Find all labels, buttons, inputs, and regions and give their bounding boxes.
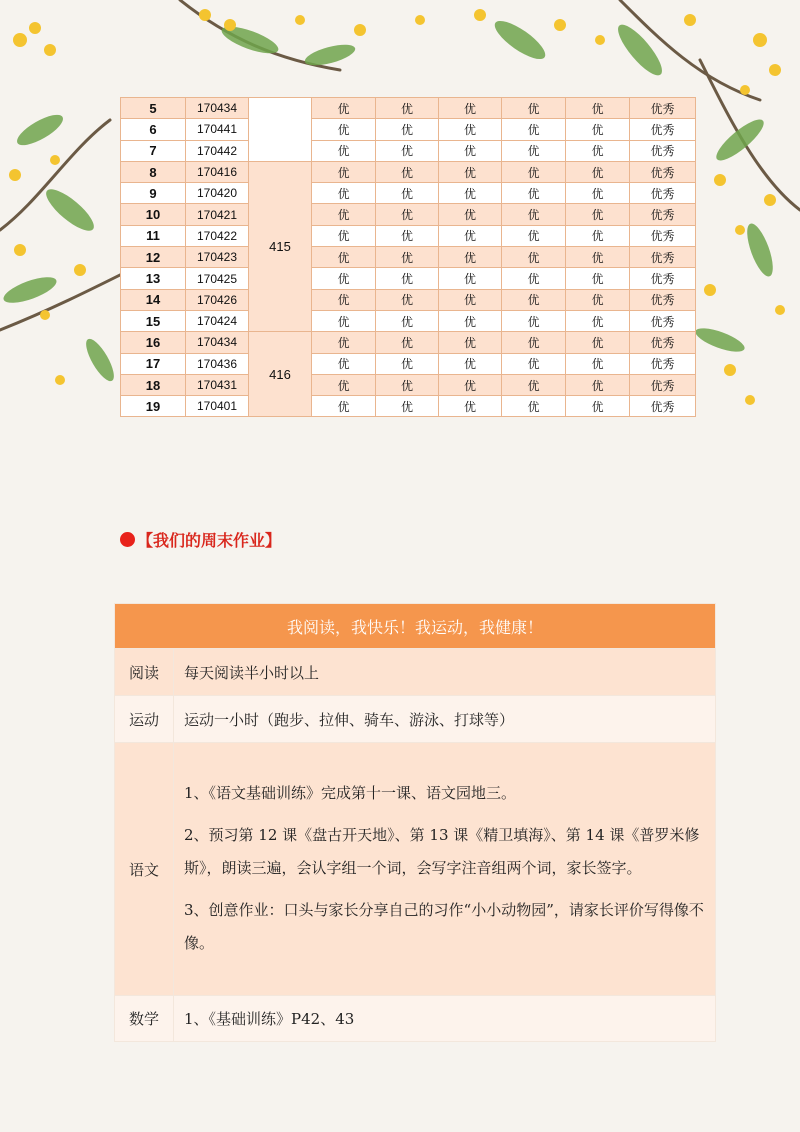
student-id: 170426: [186, 289, 249, 310]
grade-cell: 优: [566, 225, 630, 246]
homework-table: [114, 603, 716, 1042]
math-text: 1、《基础训练》P42、43: [174, 996, 716, 1042]
table-row: [121, 140, 696, 161]
grade-cell: 优: [376, 310, 439, 331]
grade-cell: 优: [376, 225, 439, 246]
student-id: 170442: [186, 140, 249, 161]
table-row: [121, 310, 696, 331]
grade-cell: 优: [502, 289, 566, 310]
grade-cell: 优: [312, 332, 376, 353]
grade-cell: 优秀: [630, 268, 696, 289]
grade-cell: 优: [312, 353, 376, 374]
table-row: [121, 225, 696, 246]
row-number: 9: [121, 183, 186, 204]
grade-cell: 优: [566, 353, 630, 374]
grade-cell: 优: [376, 289, 439, 310]
grade-cell: 优: [439, 204, 502, 225]
grade-cell: 优: [566, 161, 630, 182]
table-row: [121, 374, 696, 395]
grade-cell: 优: [439, 225, 502, 246]
section-heading: [120, 528, 281, 551]
grade-cell: 优: [376, 204, 439, 225]
grade-cell: 优秀: [630, 247, 696, 268]
row-number: 14: [121, 289, 186, 310]
sport-text: 运动一小时（跑步、拉伸、骑车、游泳、打球等）: [174, 696, 716, 743]
table-row: [121, 247, 696, 268]
reading-text: 每天阅读半小时以上: [174, 649, 716, 696]
grade-cell: 优: [502, 332, 566, 353]
chinese-item-1: 1、《语文基础训练》完成第十一课、语文园地三。: [184, 783, 517, 802]
grade-cell: 优: [439, 268, 502, 289]
table-row: [121, 119, 696, 140]
grade-cell: 优: [312, 161, 376, 182]
grade-cell: 优: [312, 396, 376, 417]
table-row: [121, 98, 696, 119]
chinese-content: [174, 743, 716, 996]
grade-cell: 优: [376, 119, 439, 140]
reading-label: 阅读: [115, 649, 174, 696]
grade-cell: 优: [566, 396, 630, 417]
student-id: 170423: [186, 247, 249, 268]
grade-cell: 优: [439, 332, 502, 353]
table-row: [121, 396, 696, 417]
table-row: [121, 204, 696, 225]
grade-cell: 优: [566, 289, 630, 310]
grade-cell: 优秀: [630, 289, 696, 310]
grade-cell: 优秀: [630, 374, 696, 395]
grade-cell: 优: [566, 204, 630, 225]
grade-cell: 优: [439, 161, 502, 182]
row-number: 5: [121, 98, 186, 119]
student-id: 170431: [186, 374, 249, 395]
grade-cell: 优秀: [630, 225, 696, 246]
grade-cell: 优秀: [630, 161, 696, 182]
grade-cell: 优: [312, 204, 376, 225]
grade-cell: 优: [502, 161, 566, 182]
grade-cell: 优: [439, 310, 502, 331]
grade-cell: 优: [312, 310, 376, 331]
grade-cell: 优: [502, 353, 566, 374]
grade-cell: 优: [502, 247, 566, 268]
chinese-label: 语文: [115, 743, 174, 996]
student-id: 170421: [186, 204, 249, 225]
grade-cell: 优: [439, 247, 502, 268]
grade-cell: 优: [502, 374, 566, 395]
grade-cell: 优: [376, 396, 439, 417]
row-number: 13: [121, 268, 186, 289]
grade-cell: 优秀: [630, 98, 696, 119]
grade-cell: 优: [502, 396, 566, 417]
student-id: 170424: [186, 310, 249, 331]
table-row: [121, 161, 696, 182]
class-cell-416: 416: [249, 332, 312, 417]
grade-cell: 优: [502, 183, 566, 204]
class-cell-empty: [249, 98, 312, 162]
student-id: 170401: [186, 396, 249, 417]
grade-cell: 优: [312, 268, 376, 289]
table-row: [121, 353, 696, 374]
grade-cell: 优: [439, 119, 502, 140]
grade-cell: 优秀: [630, 310, 696, 331]
grade-cell: 优: [312, 247, 376, 268]
grade-cell: 优: [502, 225, 566, 246]
row-number: 18: [121, 374, 186, 395]
grade-cell: 优: [566, 268, 630, 289]
grade-cell: 优: [376, 140, 439, 161]
grade-cell: 优: [566, 183, 630, 204]
grade-cell: 优: [376, 353, 439, 374]
grade-cell: 优: [439, 289, 502, 310]
grade-cell: 优秀: [630, 332, 696, 353]
grade-cell: 优: [502, 268, 566, 289]
grade-cell: 优: [439, 374, 502, 395]
student-id: 170420: [186, 183, 249, 204]
row-number: 8: [121, 161, 186, 182]
grade-cell: 优: [502, 204, 566, 225]
table-row: [121, 183, 696, 204]
grade-cell: 优: [566, 140, 630, 161]
math-label: 数学: [115, 996, 174, 1042]
student-id: 170441: [186, 119, 249, 140]
table-row: [121, 332, 696, 353]
student-id: 170434: [186, 332, 249, 353]
grade-cell: 优: [312, 225, 376, 246]
grade-cell: 优: [439, 353, 502, 374]
chinese-item-3: 3、创意作业：口头与家长分享自己的习作“小小动物园”，请家长评价写得像不像。: [184, 900, 704, 952]
grade-cell: 优: [502, 140, 566, 161]
grade-cell: 优秀: [630, 140, 696, 161]
grade-cell: 优: [566, 332, 630, 353]
homework-row-math: [115, 996, 716, 1042]
homework-row-reading: [115, 649, 716, 696]
row-number: 16: [121, 332, 186, 353]
red-dot-icon: [120, 532, 135, 547]
grade-cell: 优: [376, 161, 439, 182]
homework-row-sport: [115, 696, 716, 743]
student-id: 170434: [186, 98, 249, 119]
grade-cell: 优: [312, 289, 376, 310]
student-id: 170416: [186, 161, 249, 182]
section-heading-text: 【我们的周末作业】: [137, 531, 282, 550]
row-number: 6: [121, 119, 186, 140]
grade-cell: 优: [376, 247, 439, 268]
grade-cell: 优: [312, 140, 376, 161]
grade-cell: 优: [439, 140, 502, 161]
grade-cell: 优秀: [630, 183, 696, 204]
homework-title: 我阅读，我快乐！我运动，我健康！: [115, 604, 716, 649]
row-number: 11: [121, 225, 186, 246]
grade-cell: 优: [376, 98, 439, 119]
grade-cell: 优秀: [630, 119, 696, 140]
sport-label: 运动: [115, 696, 174, 743]
grade-cell: 优: [502, 98, 566, 119]
grade-cell: 优: [566, 119, 630, 140]
score-table: [120, 97, 696, 417]
grade-cell: 优: [566, 98, 630, 119]
student-id: 170436: [186, 353, 249, 374]
grade-cell: 优: [566, 310, 630, 331]
homework-row-chinese: [115, 743, 716, 996]
row-number: 17: [121, 353, 186, 374]
grade-cell: 优: [376, 268, 439, 289]
chinese-item-2: 2、预习第 12 课《盘古开天地》、第 13 课《精卫填海》、第 14 课《普罗米修斯》，朗读三遍，会认字组一个词，会写字注音组两个词，家长签字。: [184, 825, 700, 877]
grade-cell: 优: [439, 183, 502, 204]
row-number: 7: [121, 140, 186, 161]
grade-cell: 优秀: [630, 204, 696, 225]
grade-cell: 优: [566, 374, 630, 395]
grade-cell: 优: [439, 396, 502, 417]
grade-cell: 优: [439, 98, 502, 119]
grade-cell: 优秀: [630, 396, 696, 417]
class-cell-415: 415: [249, 161, 312, 331]
table-row: [121, 268, 696, 289]
student-id: 170425: [186, 268, 249, 289]
grade-cell: 优: [376, 332, 439, 353]
grade-cell: 优: [376, 374, 439, 395]
grade-cell: 优: [312, 374, 376, 395]
grade-cell: 优秀: [630, 353, 696, 374]
student-id: 170422: [186, 225, 249, 246]
row-number: 10: [121, 204, 186, 225]
row-number: 19: [121, 396, 186, 417]
grade-cell: 优: [502, 119, 566, 140]
grade-cell: 优: [312, 119, 376, 140]
grade-cell: 优: [312, 183, 376, 204]
grade-cell: 优: [502, 310, 566, 331]
row-number: 12: [121, 247, 186, 268]
grade-cell: 优: [312, 98, 376, 119]
table-row: [121, 289, 696, 310]
row-number: 15: [121, 310, 186, 331]
grade-cell: 优: [566, 247, 630, 268]
grade-cell: 优: [376, 183, 439, 204]
